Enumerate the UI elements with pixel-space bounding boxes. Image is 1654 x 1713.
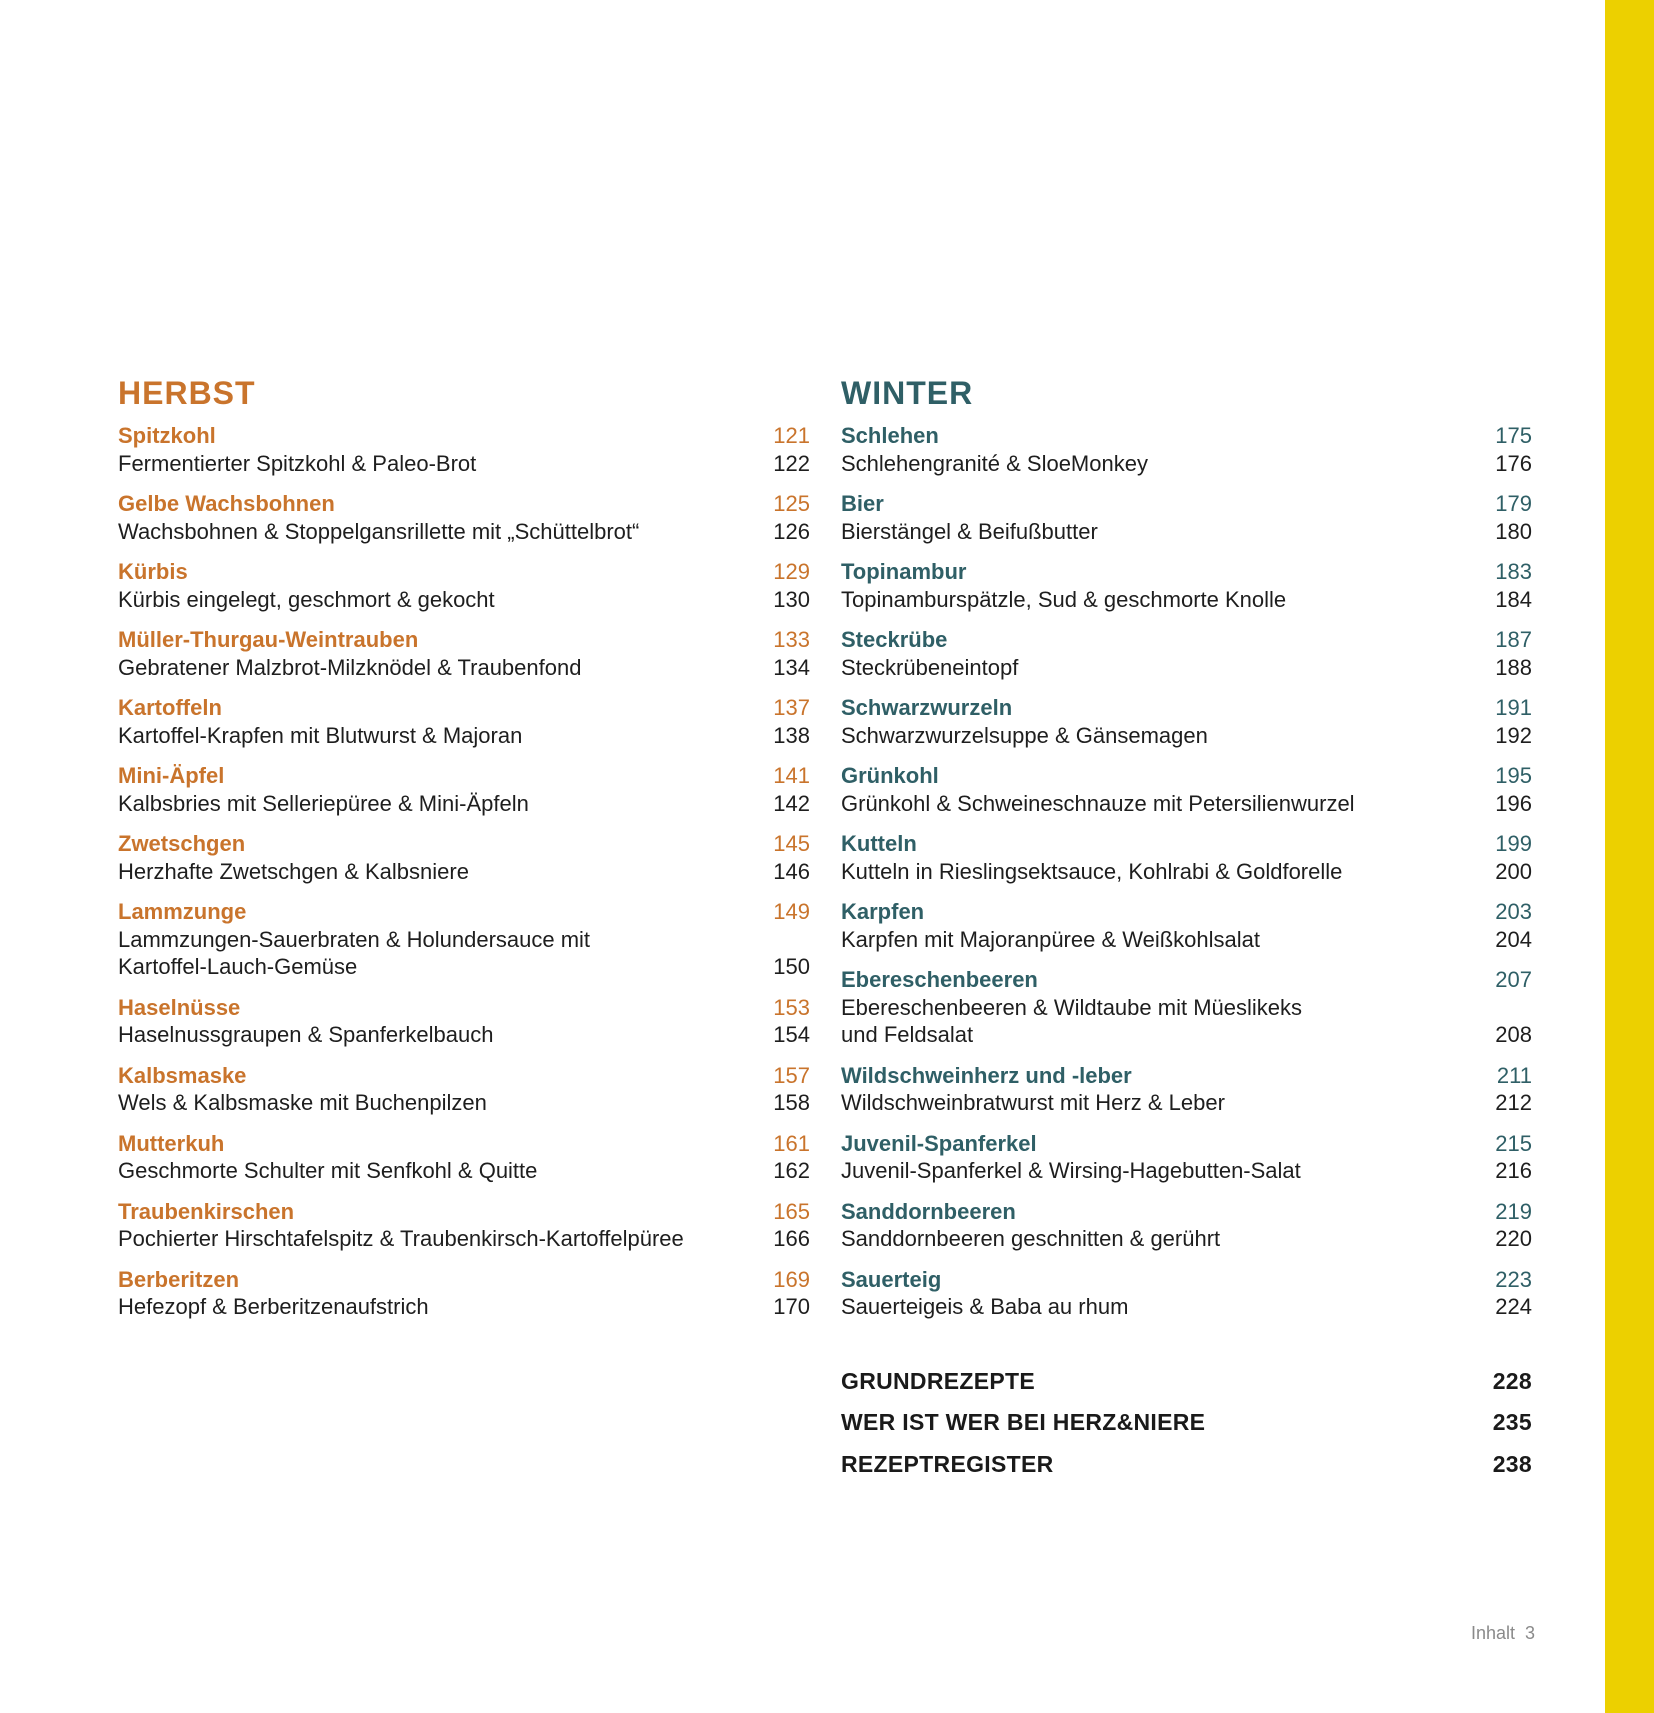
toc-recipe-title: Gebratener Malzbrot-Milzknödel & Traubenfond xyxy=(118,654,582,680)
footer-section-label: Inhalt xyxy=(1470,1623,1515,1643)
toc-recipe-title: Herzhafte Zwetschgen & Kalbsniere xyxy=(118,858,469,884)
toc-recipe-title: Grünkohl & Schweineschnauze mit Petersilienwurzel xyxy=(841,790,1355,816)
toc-heading-row[interactable] xyxy=(841,422,1532,450)
toc-heading-row[interactable] xyxy=(118,490,810,518)
appendix-label: WER IST WER BEI HERZ&NIERE xyxy=(841,1409,1206,1435)
toc-heading-row[interactable] xyxy=(841,1198,1532,1226)
toc-recipe-title: Steckrübeneintopf xyxy=(841,654,1019,680)
toc-recipe-page: 180 xyxy=(1495,518,1532,544)
toc-heading: Grünkohl xyxy=(841,763,939,788)
toc-recipe-row[interactable] xyxy=(118,1225,810,1253)
toc-heading-page: 153 xyxy=(773,994,810,1020)
toc-recipe-title: Wels & Kalbsmaske mit Buchenpilzen xyxy=(118,1090,487,1115)
toc-recipe-title: Kalbsbries mit Selleriepüree & Mini-Äpfeln xyxy=(118,790,529,816)
toc-recipe-page: 170 xyxy=(773,1294,810,1319)
toc-heading: Lammzunge xyxy=(118,899,247,924)
toc-recipe-page: 224 xyxy=(1495,1294,1532,1319)
toc-heading: Berberitzen xyxy=(118,1266,240,1292)
toc-heading: Spitzkohl xyxy=(118,423,216,448)
toc-entry xyxy=(841,694,1532,749)
appendix-list xyxy=(841,1367,1532,1492)
toc-recipe-row[interactable] xyxy=(841,790,1532,818)
toc-heading: Juvenil-Spanferkel xyxy=(841,1130,1037,1156)
toc-recipe-row[interactable] xyxy=(841,926,1532,954)
toc-entry xyxy=(118,1062,810,1117)
toc-recipe-page: 196 xyxy=(1495,790,1532,816)
toc-entry xyxy=(118,1266,810,1321)
toc-entry xyxy=(118,694,810,749)
appendix-label: GRUNDREZEPTE xyxy=(841,1367,1036,1394)
toc-recipe-title: Sanddornbeeren geschnitten & gerührt xyxy=(841,1226,1221,1251)
toc-entry xyxy=(841,966,1532,1049)
toc-heading-page: 211 xyxy=(1496,1062,1532,1088)
toc-heading-page: 195 xyxy=(1495,763,1532,788)
appendix-wer-ist-wer[interactable] xyxy=(841,1408,1532,1450)
toc-heading-page: 165 xyxy=(773,1198,810,1224)
toc-heading-row[interactable] xyxy=(118,830,810,858)
toc-recipe-row[interactable] xyxy=(841,654,1532,682)
toc-entry xyxy=(841,1266,1532,1321)
toc-heading: Kartoffeln xyxy=(118,695,222,720)
toc-recipe-row[interactable] xyxy=(118,450,810,478)
toc-recipe-row[interactable] xyxy=(841,1157,1532,1185)
toc-heading: Bier xyxy=(841,491,884,516)
toc-heading: Sanddornbeeren xyxy=(841,1198,1016,1224)
toc-heading-page: 125 xyxy=(773,491,810,516)
toc-heading-row[interactable] xyxy=(841,490,1532,518)
toc-recipe-page: 212 xyxy=(1495,1090,1532,1115)
toc-heading-row[interactable] xyxy=(841,898,1532,926)
toc-heading-row[interactable] xyxy=(118,762,810,790)
toc-entry xyxy=(118,1198,810,1253)
toc-recipe-page: 154 xyxy=(773,1022,810,1047)
toc-entry xyxy=(118,762,810,817)
toc-recipe-title: Pochierter Hirschtafelspitz & Traubenkirsch-Kartoffelpüree xyxy=(118,1226,684,1251)
toc-entry xyxy=(841,830,1532,885)
herbst-entries xyxy=(118,422,810,1321)
toc-recipe-page: 146 xyxy=(773,858,810,884)
toc-recipe-page: 208 xyxy=(1495,1022,1532,1047)
toc-recipe-row[interactable] xyxy=(841,994,1532,1022)
toc-entry xyxy=(841,422,1532,477)
yellow-side-bar xyxy=(1605,0,1654,1713)
toc-heading-page: 191 xyxy=(1495,695,1532,720)
toc-recipe-page: 126 xyxy=(773,518,810,544)
toc-recipe-row[interactable] xyxy=(841,722,1532,750)
toc-recipe-row[interactable] xyxy=(118,953,810,981)
toc-heading: Gelbe Wachsbohnen xyxy=(118,491,335,516)
toc-heading: Kutteln xyxy=(841,831,917,856)
toc-heading-row[interactable] xyxy=(841,966,1532,994)
toc-recipe-title: Wachsbohnen & Stoppelgansrillette mit „Schüttelbrot“ xyxy=(118,518,640,544)
toc-heading-row[interactable] xyxy=(841,1266,1532,1294)
toc-recipe-page: 130 xyxy=(773,586,810,612)
toc-heading: Traubenkirschen xyxy=(118,1198,295,1224)
toc-recipe-title: Topinamburspätzle, Sud & geschmorte Knolle xyxy=(841,586,1287,612)
toc-heading: Mini-Äpfel xyxy=(118,763,225,788)
toc-heading: Zwetschgen xyxy=(118,831,246,856)
toc-heading-page: 145 xyxy=(773,831,810,856)
toc-entry xyxy=(841,762,1532,817)
toc-heading-page: 141 xyxy=(773,763,810,788)
toc-recipe-page: 184 xyxy=(1495,586,1532,612)
toc-entry xyxy=(841,898,1532,953)
toc-heading-page: 183 xyxy=(1495,559,1532,584)
toc-heading-page: 169 xyxy=(773,1266,810,1292)
toc-recipe-row[interactable] xyxy=(118,926,810,954)
toc-recipe-title: und Feldsalat xyxy=(841,1022,974,1047)
toc-heading-row[interactable] xyxy=(118,626,810,654)
toc-recipe-row[interactable] xyxy=(118,722,810,750)
toc-heading-page: 157 xyxy=(773,1062,810,1088)
toc-recipe-page: 176 xyxy=(1495,450,1532,476)
appendix-page: 238 xyxy=(1492,1450,1532,1477)
herbst-column xyxy=(118,372,810,1334)
toc-heading-row[interactable] xyxy=(841,762,1532,790)
toc-heading-row[interactable] xyxy=(841,1062,1532,1090)
toc-recipe-title: Kutteln in Rieslingsektsauce, Kohlrabi & Goldforelle xyxy=(841,858,1343,884)
winter-column xyxy=(841,372,1532,1491)
toc-recipe-page: 122 xyxy=(773,450,810,476)
toc-recipe-title: Ebereschenbeeren & Wildtaube mit Müeslikeks xyxy=(841,994,1303,1020)
toc-heading-row[interactable] xyxy=(118,558,810,586)
toc-heading-page: 215 xyxy=(1495,1130,1532,1156)
toc-recipe-title: Lammzungen-Sauerbraten & Holundersauce mit xyxy=(118,926,591,952)
appendix-page: 228 xyxy=(1492,1367,1532,1394)
toc-heading-page: 161 xyxy=(773,1130,810,1156)
toc-heading-page: 179 xyxy=(1495,491,1532,516)
toc-heading-row[interactable] xyxy=(118,1266,810,1294)
toc-recipe-title: Haselnussgraupen & Spanferkelbauch xyxy=(118,1022,494,1047)
toc-heading: Karpfen xyxy=(841,899,925,924)
toc-recipe-row[interactable] xyxy=(118,1021,810,1049)
toc-recipe-page: 216 xyxy=(1495,1158,1532,1183)
toc-heading-page: 223 xyxy=(1495,1266,1532,1292)
toc-recipe-title: Bierstängel & Beifußbutter xyxy=(841,518,1098,544)
toc-entry xyxy=(118,626,810,681)
toc-recipe-title: Geschmorte Schulter mit Senfkohl & Quitte xyxy=(118,1158,538,1183)
toc-heading-row[interactable] xyxy=(118,1062,810,1090)
toc-heading: Sauerteig xyxy=(841,1266,942,1292)
toc-entry xyxy=(118,558,810,613)
toc-heading-row[interactable] xyxy=(841,694,1532,722)
toc-heading: Wildschweinherz und -leber xyxy=(841,1062,1132,1088)
toc-recipe-row[interactable] xyxy=(841,1225,1532,1253)
appendix-page: 235 xyxy=(1492,1409,1532,1435)
toc-recipe-title: Juvenil-Spanferkel & Wirsing-Hagebutten-Salat xyxy=(841,1158,1301,1183)
toc-entry xyxy=(118,490,810,545)
toc-heading: Topinambur xyxy=(841,559,967,584)
toc-recipe-title: Schwarzwurzelsuppe & Gänsemagen xyxy=(841,722,1208,748)
toc-heading-page: 203 xyxy=(1495,899,1532,924)
toc-entry xyxy=(118,422,810,477)
toc-entry xyxy=(841,490,1532,545)
toc-recipe-title: Hefezopf & Berberitzenaufstrich xyxy=(118,1294,429,1319)
toc-recipe-page: 204 xyxy=(1495,926,1532,952)
toc-heading: Kalbsmaske xyxy=(118,1062,247,1088)
toc-recipe-page: 142 xyxy=(773,790,810,816)
toc-recipe-title: Karpfen mit Majoranpüree & Weißkohlsalat xyxy=(841,926,1261,952)
toc-entry xyxy=(118,830,810,885)
toc-entry xyxy=(118,1130,810,1185)
toc-recipe-row[interactable] xyxy=(841,586,1532,614)
toc-recipe-row[interactable] xyxy=(841,858,1532,886)
toc-heading-page: 175 xyxy=(1495,423,1532,448)
toc-recipe-page: 200 xyxy=(1495,858,1532,884)
toc-heading: Haselnüsse xyxy=(118,994,241,1020)
herbst-title: HERBST xyxy=(118,375,256,411)
toc-recipe-row[interactable] xyxy=(841,1021,1532,1049)
toc-recipe-page: 192 xyxy=(1495,722,1532,748)
toc-recipe-row[interactable] xyxy=(841,518,1532,546)
toc-recipe-row[interactable] xyxy=(118,858,810,886)
toc-recipe-title: Fermentierter Spitzkohl & Paleo-Brot xyxy=(118,450,477,476)
appendix-rezeptregister[interactable] xyxy=(841,1450,1532,1492)
toc-heading: Ebereschenbeeren xyxy=(841,967,1038,992)
toc-recipe-title: Kartoffel-Lauch-Gemüse xyxy=(118,954,358,979)
toc-recipe-page: 188 xyxy=(1495,654,1532,680)
toc-heading-row[interactable] xyxy=(118,1198,810,1226)
toc-heading-page: 137 xyxy=(773,695,810,720)
toc-heading-row[interactable] xyxy=(841,626,1532,654)
toc-heading-page: 129 xyxy=(773,559,810,584)
toc-recipe-page: 162 xyxy=(773,1158,810,1183)
toc-heading-row[interactable] xyxy=(118,898,810,926)
toc-heading-row[interactable] xyxy=(841,830,1532,858)
toc-entry xyxy=(841,626,1532,681)
toc-entry xyxy=(841,1198,1532,1253)
toc-heading-page: 149 xyxy=(773,899,810,924)
toc-recipe-row[interactable] xyxy=(118,1293,810,1321)
toc-heading-row[interactable] xyxy=(118,694,810,722)
toc-recipe-page: 158 xyxy=(773,1090,810,1115)
page-number: 3 xyxy=(1524,1623,1535,1643)
toc-heading: Müller-Thurgau-Weintrauben xyxy=(118,627,419,652)
toc-recipe-row[interactable] xyxy=(118,586,810,614)
toc-entry xyxy=(118,994,810,1049)
toc-heading-page: 199 xyxy=(1495,831,1532,856)
toc-recipe-row[interactable] xyxy=(118,518,810,546)
page-footer xyxy=(1400,1623,1535,1644)
appendix-label: REZEPTREGISTER xyxy=(841,1450,1054,1477)
winter-entries xyxy=(841,422,1532,1321)
toc-entry xyxy=(841,1130,1532,1185)
toc-entry xyxy=(118,898,810,981)
toc-recipe-page: 220 xyxy=(1495,1226,1532,1251)
toc-recipe-row[interactable] xyxy=(118,1089,810,1117)
toc-recipe-row[interactable] xyxy=(841,1293,1532,1321)
toc-heading: Schwarzwurzeln xyxy=(841,695,1013,720)
toc-heading-page: 121 xyxy=(773,423,810,448)
toc-heading-row[interactable] xyxy=(841,1130,1532,1158)
toc-recipe-title: Wildschweinbratwurst mit Herz & Leber xyxy=(841,1090,1225,1115)
toc-heading-row[interactable] xyxy=(118,994,810,1022)
toc-recipe-title: Kürbis eingelegt, geschmort & gekocht xyxy=(118,586,495,612)
toc-heading-page: 133 xyxy=(773,627,810,652)
toc-recipe-row[interactable] xyxy=(841,1089,1532,1117)
toc-heading-row[interactable] xyxy=(118,422,810,450)
toc-recipe-page: 150 xyxy=(773,954,810,979)
toc-heading-page: 187 xyxy=(1495,627,1532,652)
toc-heading-row[interactable] xyxy=(841,558,1532,586)
toc-heading: Steckrübe xyxy=(841,627,948,652)
toc-heading-row[interactable] xyxy=(118,1130,810,1158)
toc-recipe-row[interactable] xyxy=(118,790,810,818)
appendix-grundrezepte[interactable] xyxy=(841,1367,1532,1409)
toc-entry xyxy=(841,1062,1532,1117)
toc-heading-page: 219 xyxy=(1495,1198,1532,1224)
toc-heading: Mutterkuh xyxy=(118,1130,225,1156)
toc-recipe-title: Kartoffel-Krapfen mit Blutwurst & Majoran xyxy=(118,722,523,748)
toc-recipe-title: Schlehengranité & SloeMonkey xyxy=(841,450,1148,476)
toc-recipe-page: 166 xyxy=(773,1226,810,1251)
toc-recipe-row[interactable] xyxy=(118,654,810,682)
toc-heading-page: 207 xyxy=(1495,967,1532,992)
toc-recipe-title: Sauerteigeis & Baba au rhum xyxy=(841,1294,1129,1319)
toc-recipe-page: 134 xyxy=(773,654,810,680)
toc-recipe-row[interactable] xyxy=(841,450,1532,478)
toc-recipe-page: 138 xyxy=(773,722,810,748)
toc-heading: Kürbis xyxy=(118,559,188,584)
toc-heading: Schlehen xyxy=(841,423,939,448)
toc-entry xyxy=(841,558,1532,613)
winter-title: WINTER xyxy=(841,375,974,411)
toc-recipe-row[interactable] xyxy=(118,1157,810,1185)
